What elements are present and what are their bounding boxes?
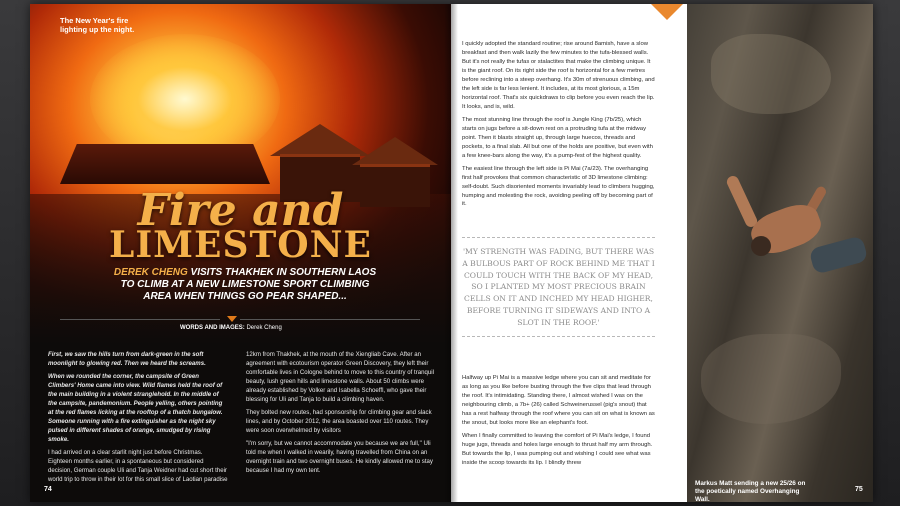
body-paragraph: The easiest line through the left side is Pi Mai (7a/23). The overhanging first half provokes that common characteristic of 3D limestone climbing: self-doubt. Such disoriented moments invariably lead to climbers hugging, humping and molesting the rock, avoiding peeling off by becoming part of it.	[462, 165, 655, 208]
body-paragraph: I quickly adopted the standard routine; rise around 8amish, have a slow breakfast and then walk lazily the few minutes to the tufa-blessed walls. But it's not really the tufas or stalactites that make the climbing unique. It is the giant roof. On its right side the roof is horizontal for a few metres before reclining into a steep overhang. It's 30m of strenuous climbing, and the left side is far less lenient. It includes, at its most glorious, a 15m horizontal roof. That's six quickdraws to clip before you even reach the lip. It looks, and is, wild.	[462, 41, 655, 110]
body-paragraph: When I finally committed to leaving the comfort of Pi Mai's ledge, I found huge jugs, threads and holes large enough to thrust half my arm through. But towards the lip, I was pumping out and wishing I could see what was inside the scoop towards its lip. I blindly threw	[462, 432, 653, 466]
left-page	[30, 4, 451, 502]
body-paragraph: "I'm sorry, but we cannot accommodate you because we are full," Uli told me when I walked in wearily, having travelled from China on an overnight train and two overnight buses. He kindly allowed me to stay because I had my own tent.	[246, 440, 433, 475]
decorative-triangle	[651, 4, 683, 20]
magazine-spread	[30, 4, 873, 502]
burning-roof	[60, 144, 270, 184]
body-paragraph: They bolted new routes, had sponsorship for climbing gear and slack lines, and by October 2012, the area boasted over 110 routes. They were soon overwhelmed by visitors	[246, 409, 432, 435]
divider	[240, 319, 420, 320]
right-page	[451, 4, 873, 502]
title-main: LIMESTONE	[109, 224, 372, 266]
body-paragraph: I had arrived on a clear starlit night just before Christmas. Eighteen months earlier, in a spontaneous but considered decision, German couple Uli and Tanja Weidner had cut short their world trip to throw in their lot for this small slice of Laotian paradise	[48, 449, 228, 484]
pull-quote: 'MY STRENGTH WAS FADING, BUT THERE WAS A BULBOUS PART OF ROCK BEHIND ME THAT I COULD TOUCH WITH THE BACK OF MY HEAD, SO I PLANTED MY MOST PRECIOUS BRAIN CELLS ON IT AND INCHED MY HEAD HIGHER, BEFORE TURNING IT SIDEWAYS AND INTO A SLOT IN THE ROOF.'	[462, 237, 655, 337]
title-script: Fire and	[137, 185, 344, 236]
text-column	[48, 350, 228, 488]
text-column	[462, 40, 655, 213]
body-paragraph: 12km from Thakhek, at the mouth of the Xiengliab Cave. After an agreement with ecotourism operator Green Discovery, they left their comfortable lives in Cologne behind to move to this country of tranquil beauty, lush green hills and limestone walls. About 50 climbs were already established by Volker and Isabella Schoeffl, who gave their blessing for Uli and Tanja to build a climbing haven.	[246, 351, 434, 404]
chevron-down-icon	[227, 316, 237, 322]
standfirst	[110, 267, 380, 303]
body-paragraph: Halfway up Pi Mai is a massive ledge where you can sit and meditate for as long as you like before busting through the five clips that lead through the roof. It's intimidating. Standing there, I almost wished I was on the neighbouring climb, a 7b+ (26) called Schweinerussel (pig's snout) that has a rest halfway through the roof where you can sit on what is known as the snout, but looks more like an elephant's foot.	[462, 375, 655, 426]
photo-caption: Markus Matt sending a new 25/26 on the poetically named Overhanging Wall.	[695, 480, 806, 502]
text-column	[462, 374, 655, 472]
standfirst-author: DEREK CHENG	[113, 267, 188, 278]
intro-paragraph: First, we saw the hills turn from dark-green in the soft moonlight to glowing red. Then we heard the screams.	[48, 351, 206, 368]
body-paragraph: The most stunning line through the roof is Jungle King (7b/25), which starts on jugs before a sit-down rest on a protruding tufa at the midway point. Then it blasts straight up, through large huecos, threads and pockets, to a final slab. All but one of the holds are positive, but even with a few knee-bars along the way, it's a pump-fest of the highest quality.	[462, 116, 653, 159]
page-number: 74	[44, 486, 52, 493]
byline: WORDS AND IMAGES: Derek Cheng	[180, 325, 282, 331]
divider	[60, 319, 220, 320]
intro-paragraph: When we rounded the corner, the campsite of Green Climbers' Home came into view. Wild flames held the roof of the main building in a violent stranglehold. In the middle of the campsite, pandemonium. People yelling, others pointing at the red flames licking at the rooftop of a thatch bungalow. Someone running with a fire extinguisher as the night sky pulsed in different shades of orange, smudged by rising smoke.	[48, 373, 223, 444]
photo-caption: The New Year's fire lighting up the night.	[60, 16, 135, 34]
text-column	[246, 350, 436, 479]
page-number: 75	[855, 486, 863, 493]
standfirst-text: VISITS THAKHEK IN SOUTHERN LAOS TO CLIMB AT A NEW LIMESTONE SPORT CLIMBING AREA WHEN THINGS GO PEAR SHAPED...	[120, 267, 377, 302]
